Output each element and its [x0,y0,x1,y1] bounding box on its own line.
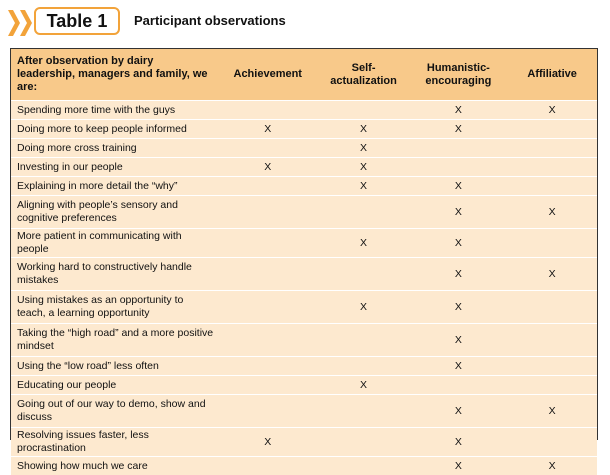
row-mark: X [409,428,507,457]
row-label: Doing more cross training [11,139,218,158]
row-mark [318,101,410,120]
row-mark [218,229,318,258]
row-mark: X [318,229,410,258]
row-mark [318,324,410,357]
row-mark [218,457,318,475]
row-mark: X [507,101,597,120]
row-mark [507,120,597,139]
table-row [11,457,597,475]
row-mark [218,376,318,395]
row-mark [507,139,597,158]
column-header: Affiliative [507,49,597,101]
row-mark: X [318,376,410,395]
table-row [11,177,597,196]
table-row [11,101,597,120]
table-row [11,158,597,177]
row-mark [507,291,597,324]
row-mark [218,291,318,324]
row-mark: X [409,120,507,139]
row-mark: X [409,324,507,357]
table-caption: Participant observations [134,13,286,28]
row-mark [218,258,318,291]
row-mark [218,101,318,120]
column-header: After observation by dairy leadership, managers and family, we are: [11,49,218,101]
row-mark [218,196,318,229]
table-row [11,376,597,395]
row-mark: X [409,196,507,229]
table-row [11,357,597,376]
table-row [11,324,597,357]
row-mark [218,395,318,428]
row-label: Spending more time with the guys [11,101,218,120]
row-mark [218,324,318,357]
row-label: Using mistakes as an opportunity to teach, a learning opportunity [11,291,218,324]
row-mark [507,376,597,395]
row-mark: X [507,395,597,428]
table-row [11,428,597,457]
row-mark [409,158,507,177]
row-mark [409,139,507,158]
row-mark: X [218,158,318,177]
row-label: Going out of our way to demo, show and discuss [11,395,218,428]
row-mark: X [409,395,507,428]
table-header [0,0,610,44]
row-mark: X [409,457,507,475]
row-mark: X [218,428,318,457]
row-mark [507,229,597,258]
table-row [11,196,597,229]
row-label: Resolving issues faster, less procrastination [11,428,218,457]
table-frame [10,48,598,440]
row-mark: X [409,177,507,196]
row-label: Doing more to keep people informed [11,120,218,139]
row-label: Explaining in more detail the “why” [11,177,218,196]
table-body [11,101,597,475]
row-mark: X [507,258,597,291]
row-mark: X [318,139,410,158]
row-mark [507,324,597,357]
row-mark: X [218,120,318,139]
header-row [11,49,597,101]
row-mark: X [318,291,410,324]
row-mark [318,395,410,428]
row-label: Working hard to constructively handle mistakes [11,258,218,291]
row-mark: X [409,101,507,120]
table-row [11,229,597,258]
row-mark [507,177,597,196]
row-mark [318,196,410,229]
column-header: Self-actualization [318,49,410,101]
chevron-right-icon [8,10,20,36]
row-mark: X [318,158,410,177]
row-mark: X [409,291,507,324]
row-mark [507,158,597,177]
table-row [11,258,597,291]
row-mark [507,428,597,457]
column-header: Humanistic-encouraging [409,49,507,101]
row-label: Investing in our people [11,158,218,177]
row-label: Taking the “high road” and a more positive mindset [11,324,218,357]
row-label: Aligning with people’s sensory and cognitive preferences [11,196,218,229]
row-mark [507,357,597,376]
row-label: Showing how much we care [11,457,218,475]
table-row [11,291,597,324]
row-mark [218,357,318,376]
row-mark [218,139,318,158]
row-mark: X [409,258,507,291]
row-mark [318,357,410,376]
table-row [11,395,597,428]
column-header: Achievement [218,49,318,101]
row-label: Using the “low road” less often [11,357,218,376]
row-mark: X [507,196,597,229]
row-mark: X [409,357,507,376]
row-mark: X [318,120,410,139]
row-mark [318,428,410,457]
row-mark: X [507,457,597,475]
table-label: Table 1 [34,7,120,35]
row-mark [218,177,318,196]
chevron-right-icon [20,10,32,36]
row-mark: X [318,177,410,196]
table-row [11,120,597,139]
row-mark [409,376,507,395]
row-mark [318,457,410,475]
row-mark: X [409,229,507,258]
row-mark [318,258,410,291]
row-label: Educating our people [11,376,218,395]
row-label: More patient in communicating with people [11,229,218,258]
table-row [11,139,597,158]
observations-table [11,49,597,475]
